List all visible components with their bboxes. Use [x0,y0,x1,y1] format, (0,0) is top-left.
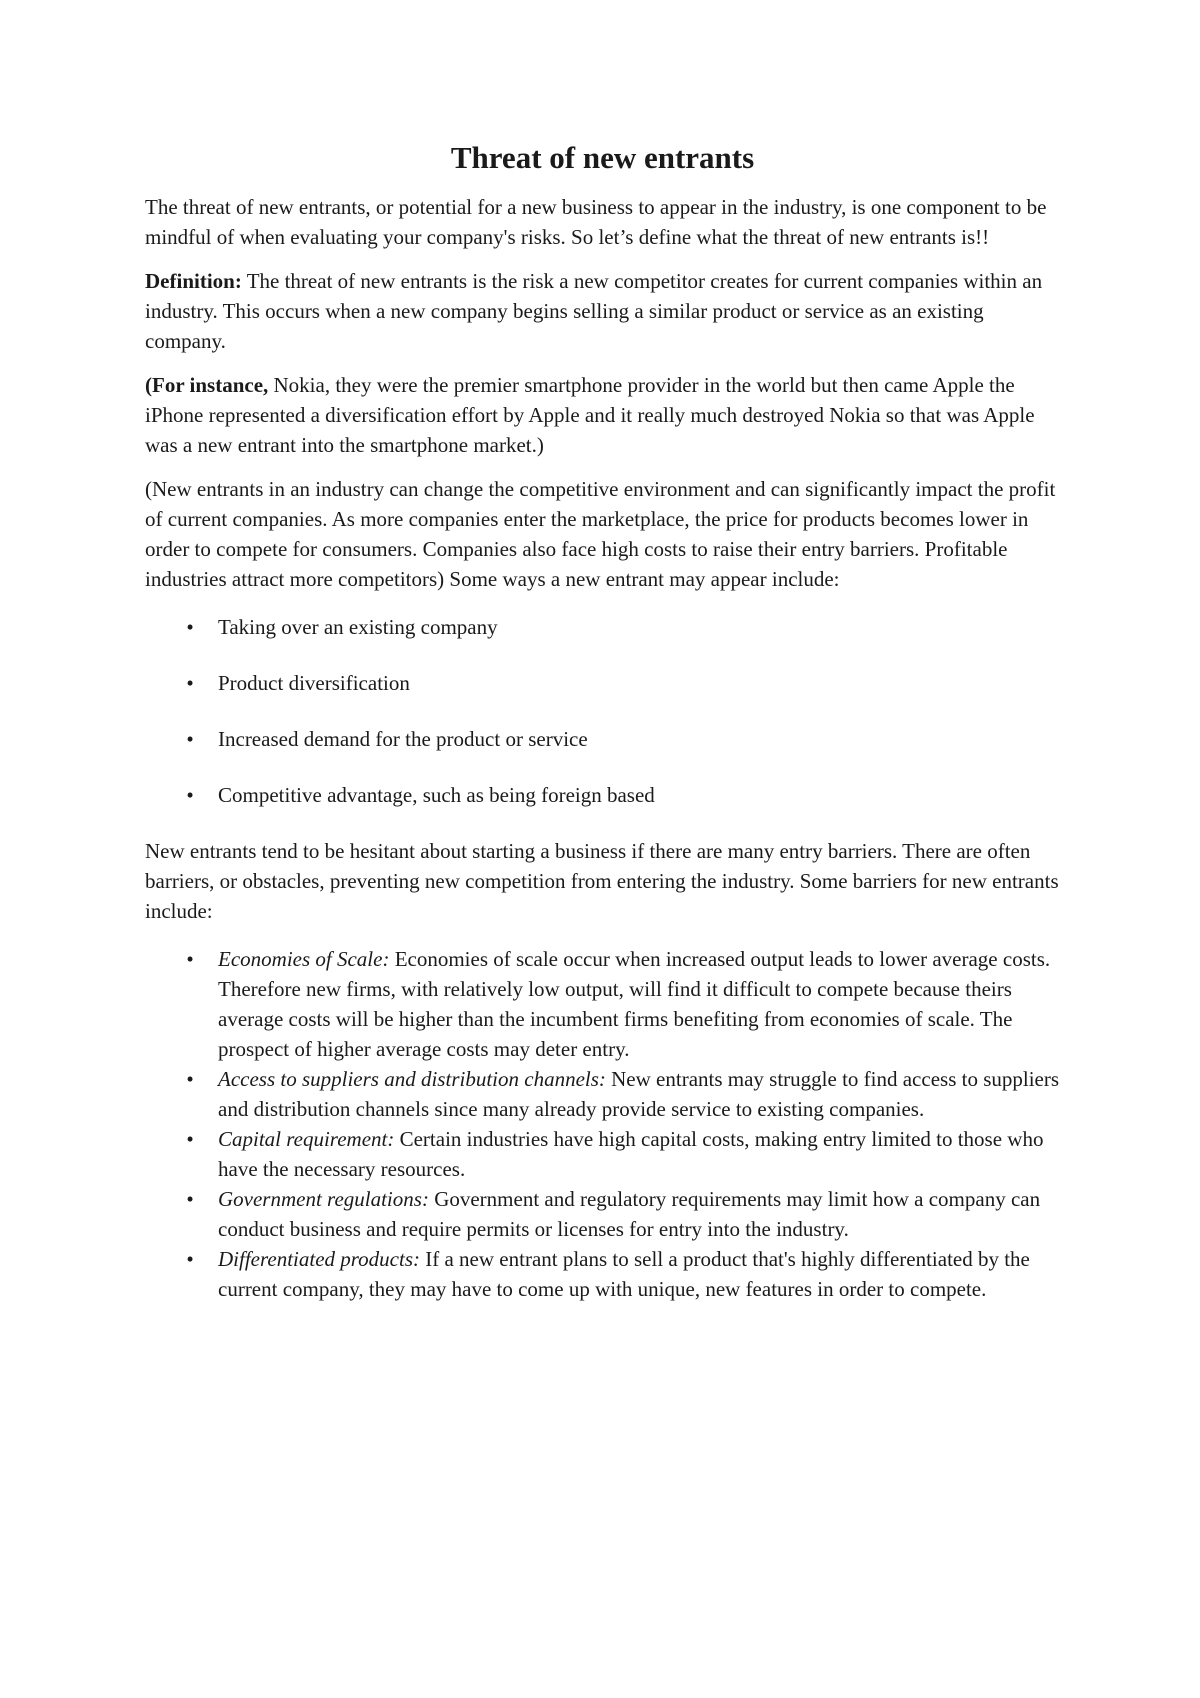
bullet-icon: • [186,1187,194,1211]
barrier-term: Capital requirement: [218,1127,395,1151]
barrier-text: If a new entrant plans to sell a product that's highly differentiated by the current company, they may have to come up with unique, new features in order to compete. [218,1247,1030,1301]
bullet-icon: • [186,1247,194,1271]
list-item [145,780,1060,810]
list-item [145,1184,1060,1244]
barrier-term: Differentiated products: [218,1247,420,1271]
list-item-text: Increased demand for the product or service [218,727,588,751]
barrier-text: Economies of scale occur when increased output leads to lower average costs. Therefore new firms, with relatively low output, will find it difficult to compete because theirs average costs will be higher than the incumbent firms benefiting from economies of scale. The prospect of higher average costs may deter entry. [218,947,1051,1061]
example-text: Nokia, they were the premier smartphone provider in the world but then came Apple the iPhone represented a diversification effort by Apple and it really much destroyed Nokia so that was Apple was a new entrant into the smartphone market.) [145,373,1035,457]
barrier-text: New entrants may struggle to find access to suppliers and distribution channels since many already provide service to existing companies. [218,1067,1060,1121]
barrier-text: Certain industries have high capital costs, making entry limited to those who have the necessary resources. [218,1127,1044,1181]
document-title: Threat of new entrants [450,140,755,175]
barrier-text: Government and regulatory requirements may limit how a company can conduct business and require permits or licenses for entry into the industry. [218,1187,1041,1241]
bullet-icon: • [186,1067,194,1091]
bullet-icon: • [186,1127,194,1151]
bullet-icon: • [186,947,194,971]
barriers-list [145,944,1060,1304]
intro-paragraph: The threat of new entrants, or potential for a new business to appear in the industry, is one component to be mindful of when evaluating your company's risks. So let’s define what the threat of new entrants is!! [145,195,1047,249]
barriers-intro-paragraph: New entrants tend to be hesitant about starting a business if there are many entry barriers. There are often barriers, or obstacles, preventing new competition from entering the industry. Some barriers for new entrants include: [145,839,1059,923]
list-item [145,1124,1060,1184]
bullet-icon: • [186,615,194,639]
list-item-text: Competitive advantage, such as being foreign based [218,783,655,807]
example-paragraph [145,370,1060,460]
bullet-icon: • [186,671,194,695]
list-item [145,724,1060,754]
definition-label: Definition: [145,269,242,293]
list-item-text: Product diversification [218,671,410,695]
impact-paragraph: (New entrants in an industry can change the competitive environment and can significantly impact the profit of current companies. As more companies enter the marketplace, the price for products becomes lower in order to compete for consumers. Companies also face high costs to raise their entry barriers. Profitable industries attract more competitors) Some ways a new entrant may appear include: [145,477,1056,591]
list-item [145,1244,1060,1304]
list-item [145,668,1060,698]
barrier-term: Government regulations: [218,1187,429,1211]
document-page [145,138,1060,1304]
list-item [145,612,1060,642]
barrier-term: Economies of Scale: [218,947,390,971]
bullet-icon: • [186,727,194,751]
bullet-icon: • [186,783,194,807]
example-label: (For instance, [145,373,269,397]
barrier-term: Access to suppliers and distribution channels: [218,1067,606,1091]
list-item-text: Taking over an existing company [218,615,498,639]
entry-ways-list [145,612,1060,810]
list-item [145,1064,1060,1124]
list-item [145,944,1060,1064]
definition-text: The threat of new entrants is the risk a new competitor creates for current companies within an industry. This occurs when a new company begins selling a similar product or service as an existing company. [145,269,1043,353]
definition-paragraph [145,266,1060,356]
